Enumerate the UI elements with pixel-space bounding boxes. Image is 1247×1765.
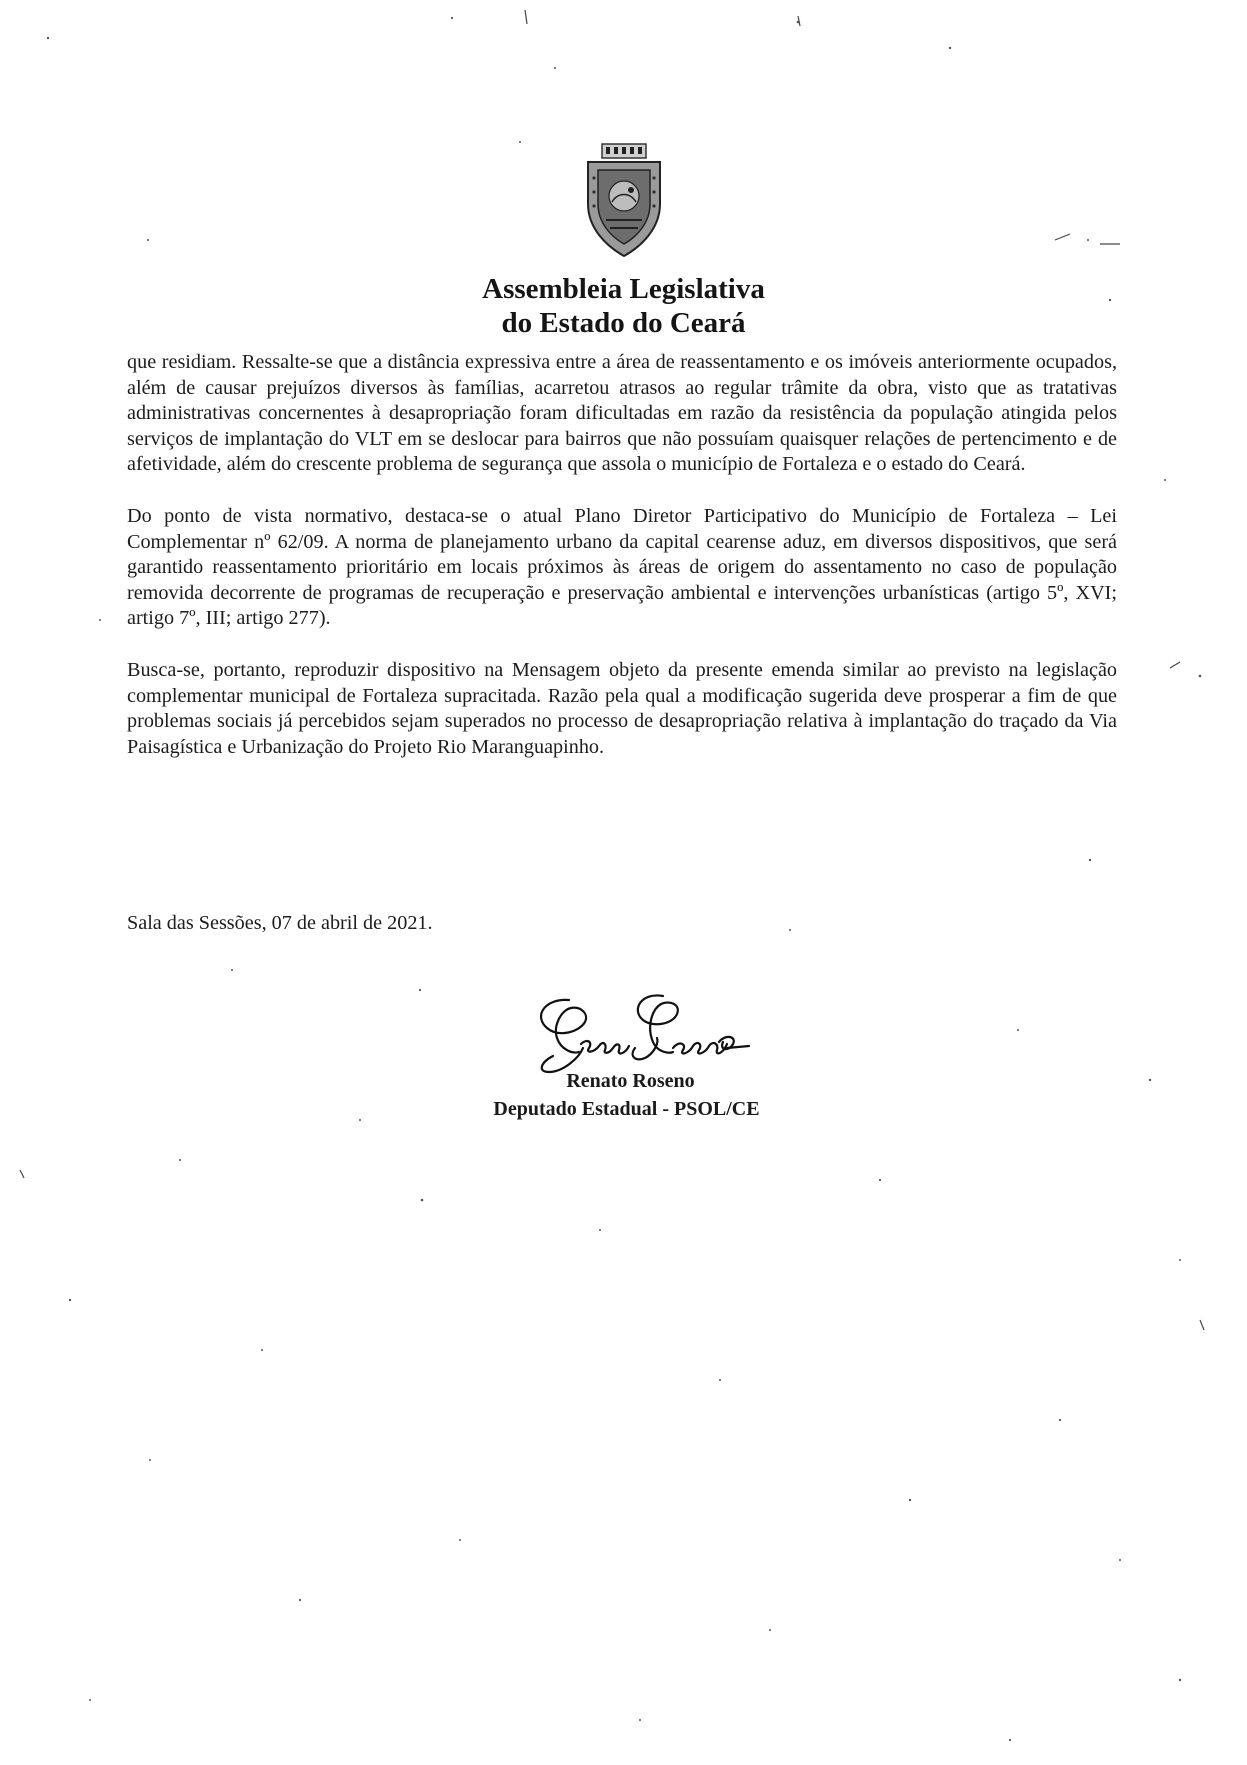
ceara-state-seal-icon — [578, 142, 670, 260]
organization-name — [0, 272, 1247, 340]
signer-name: Renato Roseno — [566, 1070, 695, 1092]
body-paragraph-1: que residiam. Ressalte-se que a distância expressiva entre a área de reassentamento e os imóveis anteriormente ocupados, além de causar prejuízos diversos às famílias, acarretou atrasos ao regular trâmite da obra, visto que as tratativas administrativas concernentes à desapropriação foram dificultadas em razão da resistência da população atingida pelos serviços de implantação do VLT em se deslocar para bairros que não possuíam quaisquer relações de pertencimento e de afetividade, além do crescente problema de segurança que assola o município de Fortaleza e o estado do Ceará. — [127, 351, 1117, 476]
body-paragraph-3: Busca-se, portanto, reproduzir dispositivo na Mensagem objeto da presente emenda similar ao previsto na legislação complementar municipal de Fortaleza supracitada. Razão pela qual a modificação sugerida deve prosperar a fim de que problemas sociais já percebidos sejam superados no processo de desapropriação relativa à implantação do traçado da Via Paisagística e Urbanização do Projeto Rio Maranguapinho. — [127, 658, 1117, 758]
signature-block — [0, 982, 1247, 1074]
organization-name-line-1: Assembleia Legislativa — [482, 273, 765, 305]
handwritten-signature — [523, 982, 753, 1074]
place-and-date: Sala das Sessões, 07 de abril de 2021. — [127, 912, 433, 934]
signer-role: Deputado Estadual - PSOL/CE — [493, 1098, 760, 1120]
organization-name-line-2: do Estado do Ceará — [501, 307, 746, 339]
body-paragraph-2: Do ponto de vista normativo, destaca-se o atual Plano Diretor Participativo do Município de Fortaleza – Lei Complementar nº 62/09. A norma de planejamento urbano da capital cearense aduz, em diversos dispositivos, que será garantido reassentamento prioritário em locais próximos às áreas de origem do assentamento no caso de população removida decorrente de programas de recuperação e preservação ambiental e intervenções urbanísticas (artigo 5º, XVI; artigo 7º, III; artigo 277). — [127, 504, 1117, 630]
letterhead — [0, 142, 1247, 260]
letter-body — [127, 350, 1117, 786]
